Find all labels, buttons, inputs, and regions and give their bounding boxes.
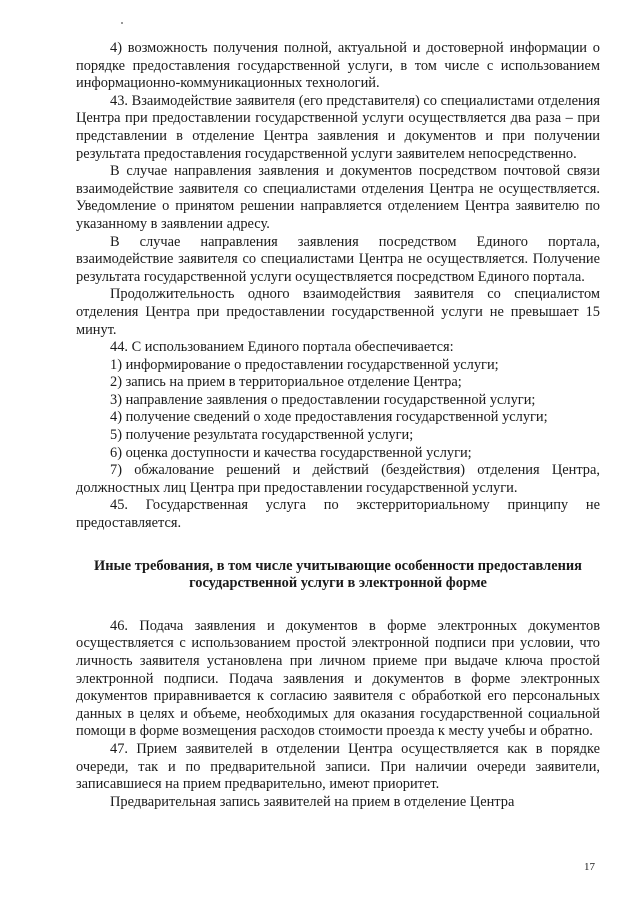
paragraph: 45. Государственная услуга по экстерриториальному принципу не предоставляется.	[76, 497, 600, 532]
list-item: 3) направление заявления о предоставлении государственной услуги;	[110, 391, 536, 408]
list-item: 5) получение результата государственной услуги;	[110, 427, 414, 444]
paragraph: 43. Взаимодействие заявителя (его представителя) со специалистами отделения Центра при предоставлении государственной услуги осуществляется два раза – при представлении в отделение Центра заявления и документов и при получении результата предоставления государственной услуги заявителем непосредственно.	[76, 92, 600, 162]
list-item: 7) обжалование решений и действий (бездействия) отделения Центра, должностных лиц Центра при предоставлении государственной услуги.	[76, 462, 600, 496]
section-heading: Иные требования, в том числе учитывающие особенности предоставления государственной услуги в электронной форме	[94, 557, 582, 592]
page-number: 17	[584, 861, 595, 873]
paragraph: 44. С использованием Единого портала обеспечивается:	[110, 339, 454, 356]
paragraph: Продолжительность одного взаимодействия заявителя со специалистом отделения Центра при предоставлении государственной услуги не превышает 15 минут.	[76, 286, 600, 338]
list-item: 2) запись на прием в территориальное отделение Центра;	[110, 374, 462, 391]
paragraph: 4) возможность получения полной, актуальной и достоверной информации о порядке предоставления государственной услуги, в том числе с использованием информационно-коммуникационных технологий.	[76, 40, 600, 92]
list-item: 4) получение сведений о ходе предоставления государственной услуги;	[110, 409, 548, 426]
paragraph: В случае направления заявления и документов посредством почтовой связи взаимодействие заявителя со специалистами отделения Центра не осуществляется. Уведомление о принятом решении направляется отделением Центра заявителю по указанному в заявлении адресу.	[76, 163, 600, 232]
paragraph: 47. Прием заявителей в отделении Центра осуществляется как в порядке очереди, так и по предварительной записи. При наличии очереди заявители, записавшиеся на прием предварительно, имеют приоритет.	[76, 740, 600, 793]
list-item: 6) оценка доступности и качества государственной услуги;	[110, 444, 472, 461]
document-body	[76, 40, 600, 811]
paragraph: В случае направления заявления посредством Единого портала, взаимодействие заявителя со специалистами Центра не осуществляется. Получение результата государственной услуги осуществляется посредством Единого портала.	[76, 233, 600, 285]
scan-speck	[121, 22, 123, 24]
paragraph: 46. Подача заявления и документов в форме электронных документов осуществляется с использованием простой электронной подписи при условии, что личность заявителя установлена при личном приеме при выдаче ключа простой электронной подписи. Подача заявления и документов в форме электронных документов приравнивается к согласию заявителя с обработкой его персональных данных в целях и объеме, необходимых для оказания государственной социальной помощи в форме возмещения расходов стоимости проезда к месту учебы и обратно.	[76, 617, 600, 740]
list-item: 1) информирование о предоставлении государственной услуги;	[110, 356, 499, 373]
paragraph: Предварительная запись заявителей на прием в отделение Центра	[110, 793, 515, 810]
